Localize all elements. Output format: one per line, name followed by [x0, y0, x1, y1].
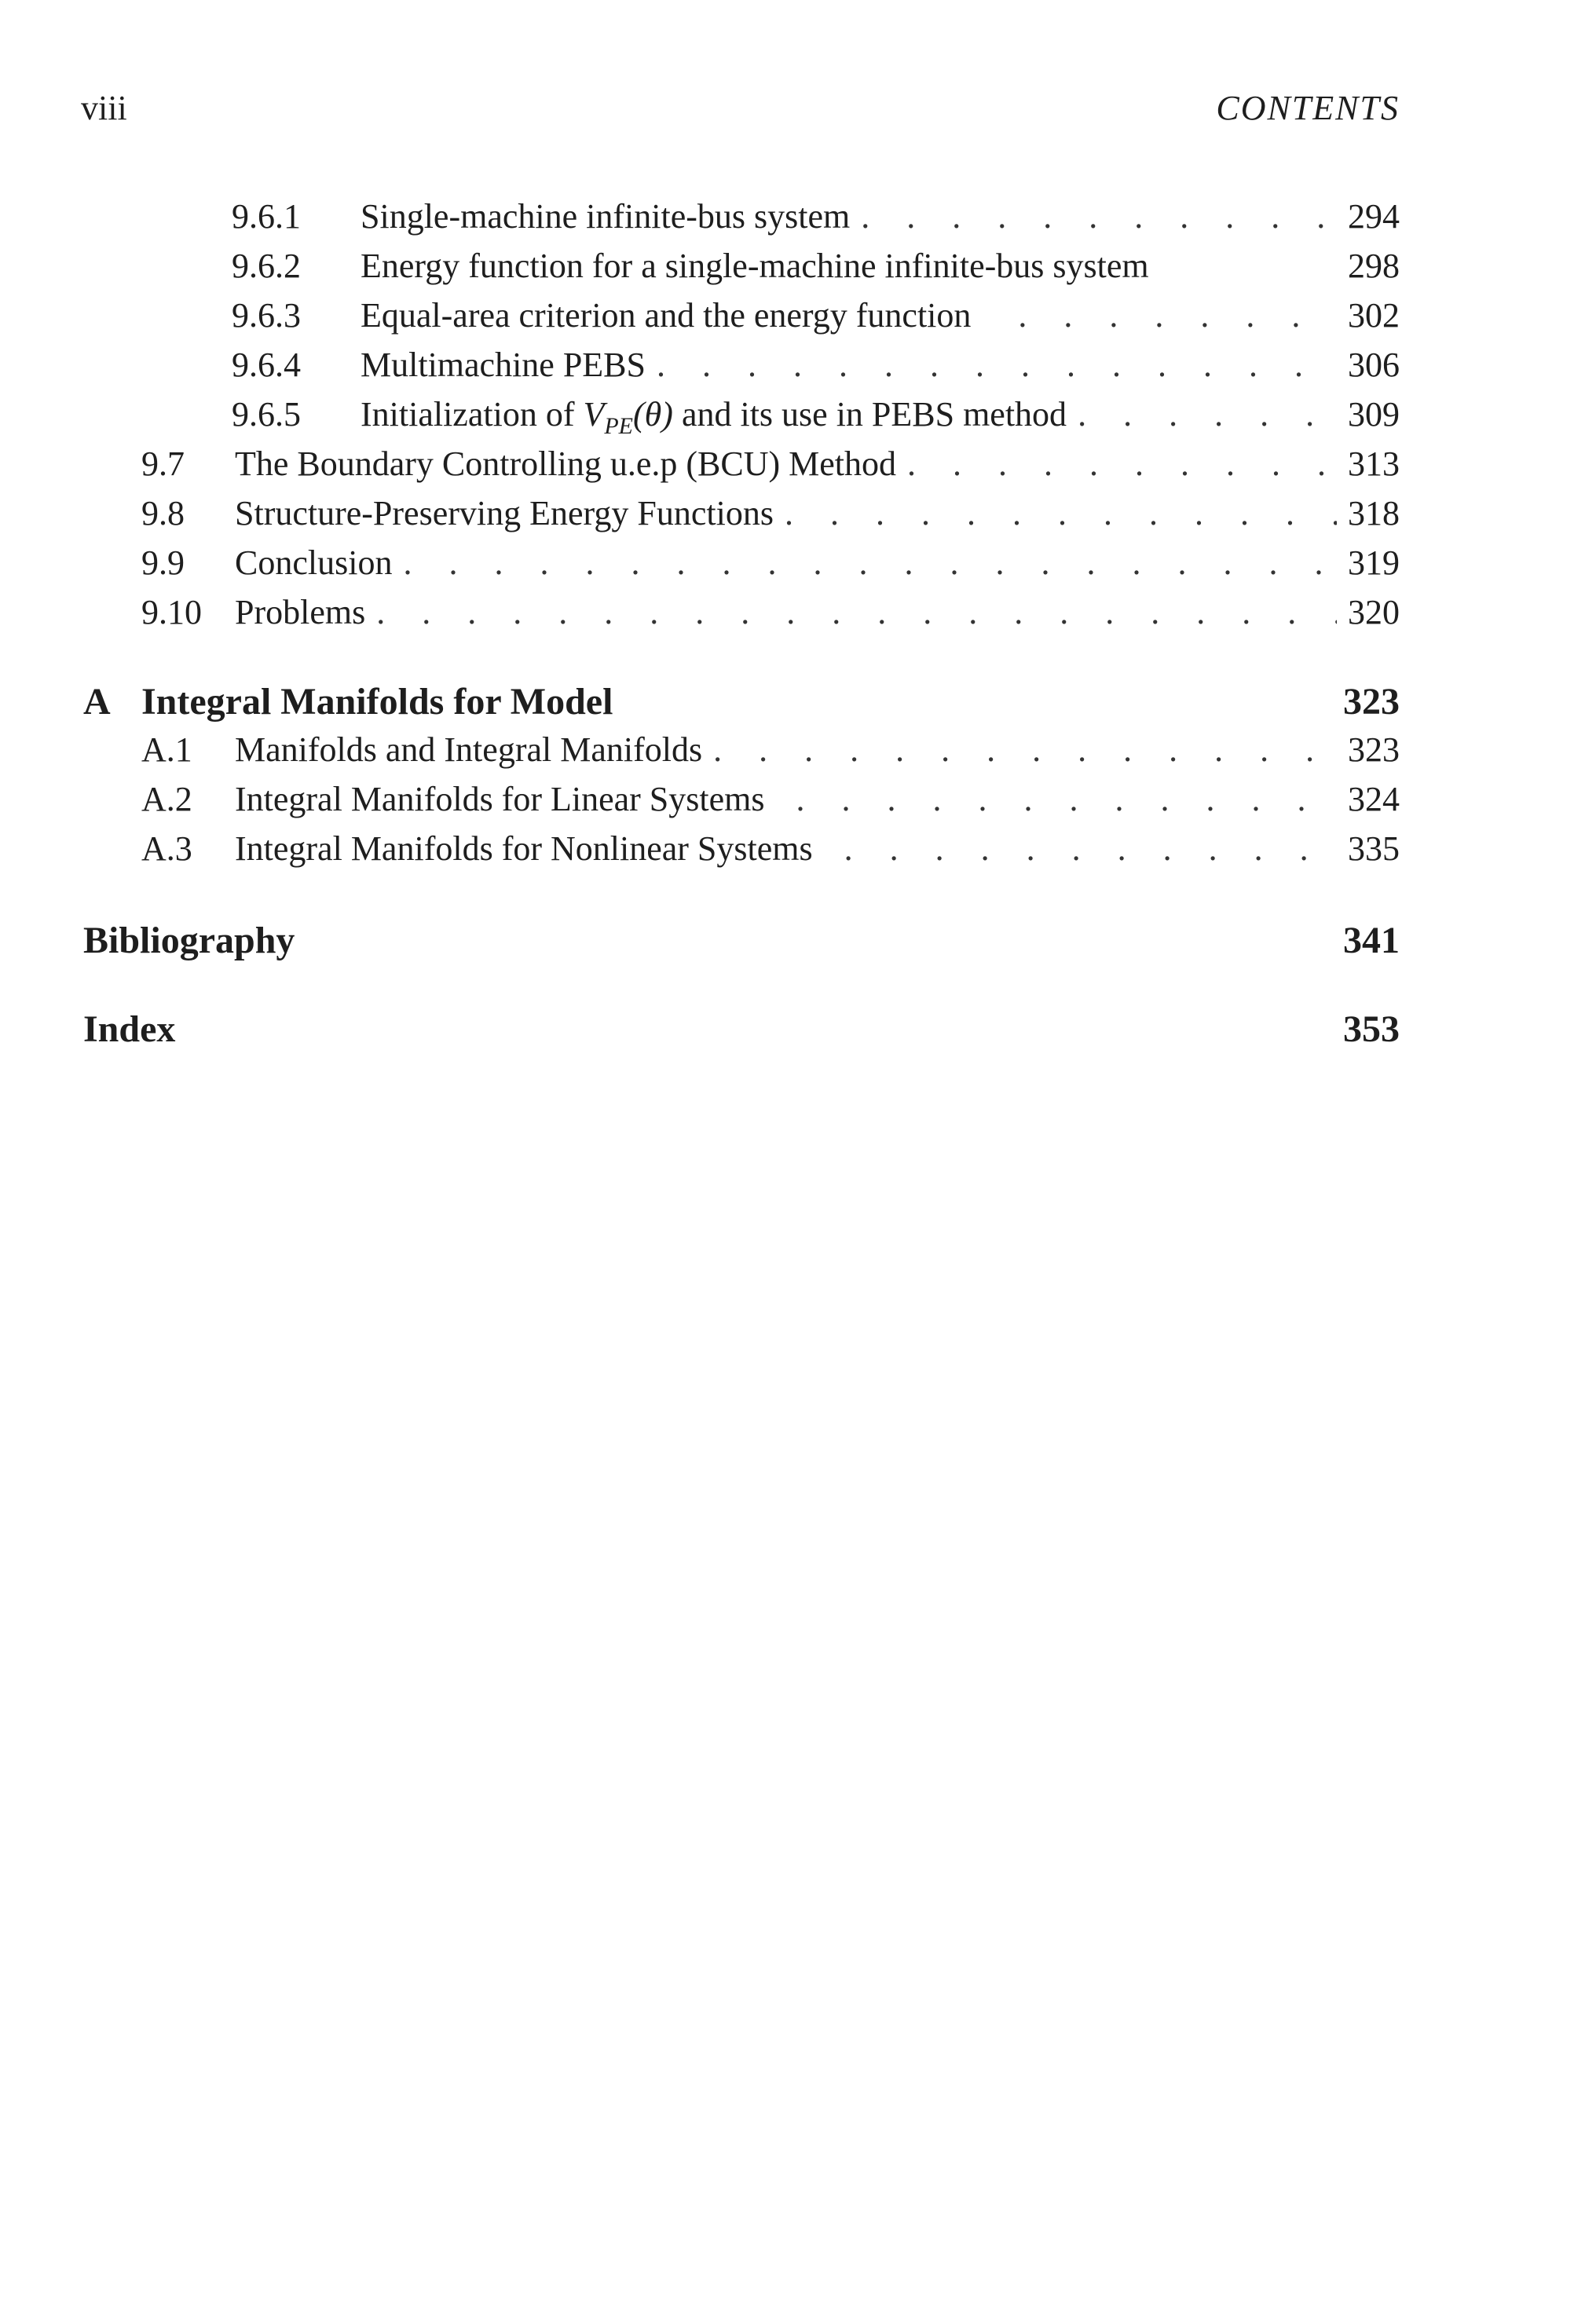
dot-leader: [1078, 394, 1337, 434]
dot-leader: [907, 444, 1337, 484]
toc-chapter-index[interactable]: [0, 1008, 1400, 1055]
entry-page: 324: [1348, 780, 1400, 818]
title-text: and its use in PEBS method: [672, 395, 1067, 434]
entry-page: 319: [1348, 543, 1400, 582]
toc-entry[interactable]: [0, 592, 1400, 639]
chapter-title: Bibliography: [83, 920, 295, 961]
entry-title: Integral Manifolds for Linear Systems: [235, 780, 765, 818]
dot-leader: [403, 543, 1337, 583]
math-variable: V: [583, 395, 605, 434]
entry-number: 9.6.2: [232, 247, 301, 285]
toc-entry[interactable]: [0, 493, 1400, 540]
entry-number: 9.8: [141, 494, 185, 532]
entry-title: Conclusion: [235, 543, 393, 582]
title-text: Initialization of: [361, 395, 584, 434]
toc-entry[interactable]: [0, 196, 1400, 243]
entry-page: 309: [1348, 395, 1400, 434]
dot-leader: [376, 592, 1337, 632]
entry-number: 9.9: [141, 543, 185, 582]
entry-title: Problems: [235, 593, 366, 631]
running-title: CONTENTS: [1216, 89, 1400, 127]
dot-leader: [844, 829, 1337, 869]
toc-entry[interactable]: [0, 543, 1400, 590]
entry-title: Structure-Preserving Energy Functions: [235, 494, 774, 532]
toc-entry[interactable]: [0, 730, 1400, 777]
entry-title: [361, 394, 1067, 440]
chapter-page: 341: [1343, 920, 1400, 961]
entry-number: 9.6.4: [232, 346, 301, 384]
entry-number: A.1: [141, 730, 192, 769]
entry-title: Energy function for a single-machine infinite-bus system: [361, 247, 1149, 285]
entry-page: 294: [1348, 197, 1400, 236]
math-subscript: PE: [604, 412, 634, 439]
entry-title: Single-machine infinite-bus system: [361, 197, 851, 236]
dot-leader: [657, 345, 1337, 385]
dot-leader: [785, 493, 1337, 533]
entry-title: Equal-area criterion and the energy function: [361, 296, 972, 335]
entry-title: Manifolds and Integral Manifolds: [235, 730, 703, 769]
entry-title: Integral Manifolds for Nonlinear Systems: [235, 829, 813, 868]
dot-leader: [1018, 295, 1337, 335]
entry-page: 306: [1348, 346, 1400, 384]
entry-title: Multimachine PEBS: [361, 346, 646, 384]
entry-page: 318: [1348, 494, 1400, 532]
toc-entry[interactable]: [0, 829, 1400, 876]
dot-leader: [713, 730, 1337, 770]
dot-leader: [796, 779, 1337, 819]
chapter-page: 353: [1343, 1008, 1400, 1050]
chapter-label: A: [83, 681, 111, 723]
entry-number: A.2: [141, 780, 192, 818]
entry-number: A.3: [141, 829, 192, 868]
toc-entry[interactable]: [0, 246, 1400, 293]
toc-entry[interactable]: [0, 394, 1400, 441]
entry-page: 302: [1348, 296, 1400, 335]
math-argument: (θ): [633, 395, 673, 434]
entry-page: 298: [1348, 247, 1400, 285]
toc-entry[interactable]: [0, 779, 1400, 826]
entry-number: 9.6.5: [232, 395, 301, 434]
chapter-title: Index: [83, 1008, 176, 1050]
toc-entry[interactable]: [0, 444, 1400, 491]
entry-page: 313: [1348, 445, 1400, 483]
entry-title: The Boundary Controlling u.e.p (BCU) Method: [235, 445, 897, 483]
entry-number: 9.10: [141, 593, 202, 631]
page-number: viii: [81, 89, 127, 127]
chapter-title: Integral Manifolds for Model: [141, 681, 613, 723]
chapter-page: 323: [1343, 681, 1400, 723]
entry-page: 335: [1348, 829, 1400, 868]
toc-entry[interactable]: [0, 295, 1400, 342]
entry-number: 9.7: [141, 445, 185, 483]
entry-number: 9.6.3: [232, 296, 301, 335]
entry-number: 9.6.1: [232, 197, 301, 236]
toc-entry[interactable]: [0, 345, 1400, 392]
entry-page: 320: [1348, 593, 1400, 631]
dot-leader: [861, 196, 1337, 236]
toc-chapter-bibliography[interactable]: [0, 919, 1400, 966]
toc-chapter-appendix-a[interactable]: [0, 680, 1400, 727]
entry-page: 323: [1348, 730, 1400, 769]
